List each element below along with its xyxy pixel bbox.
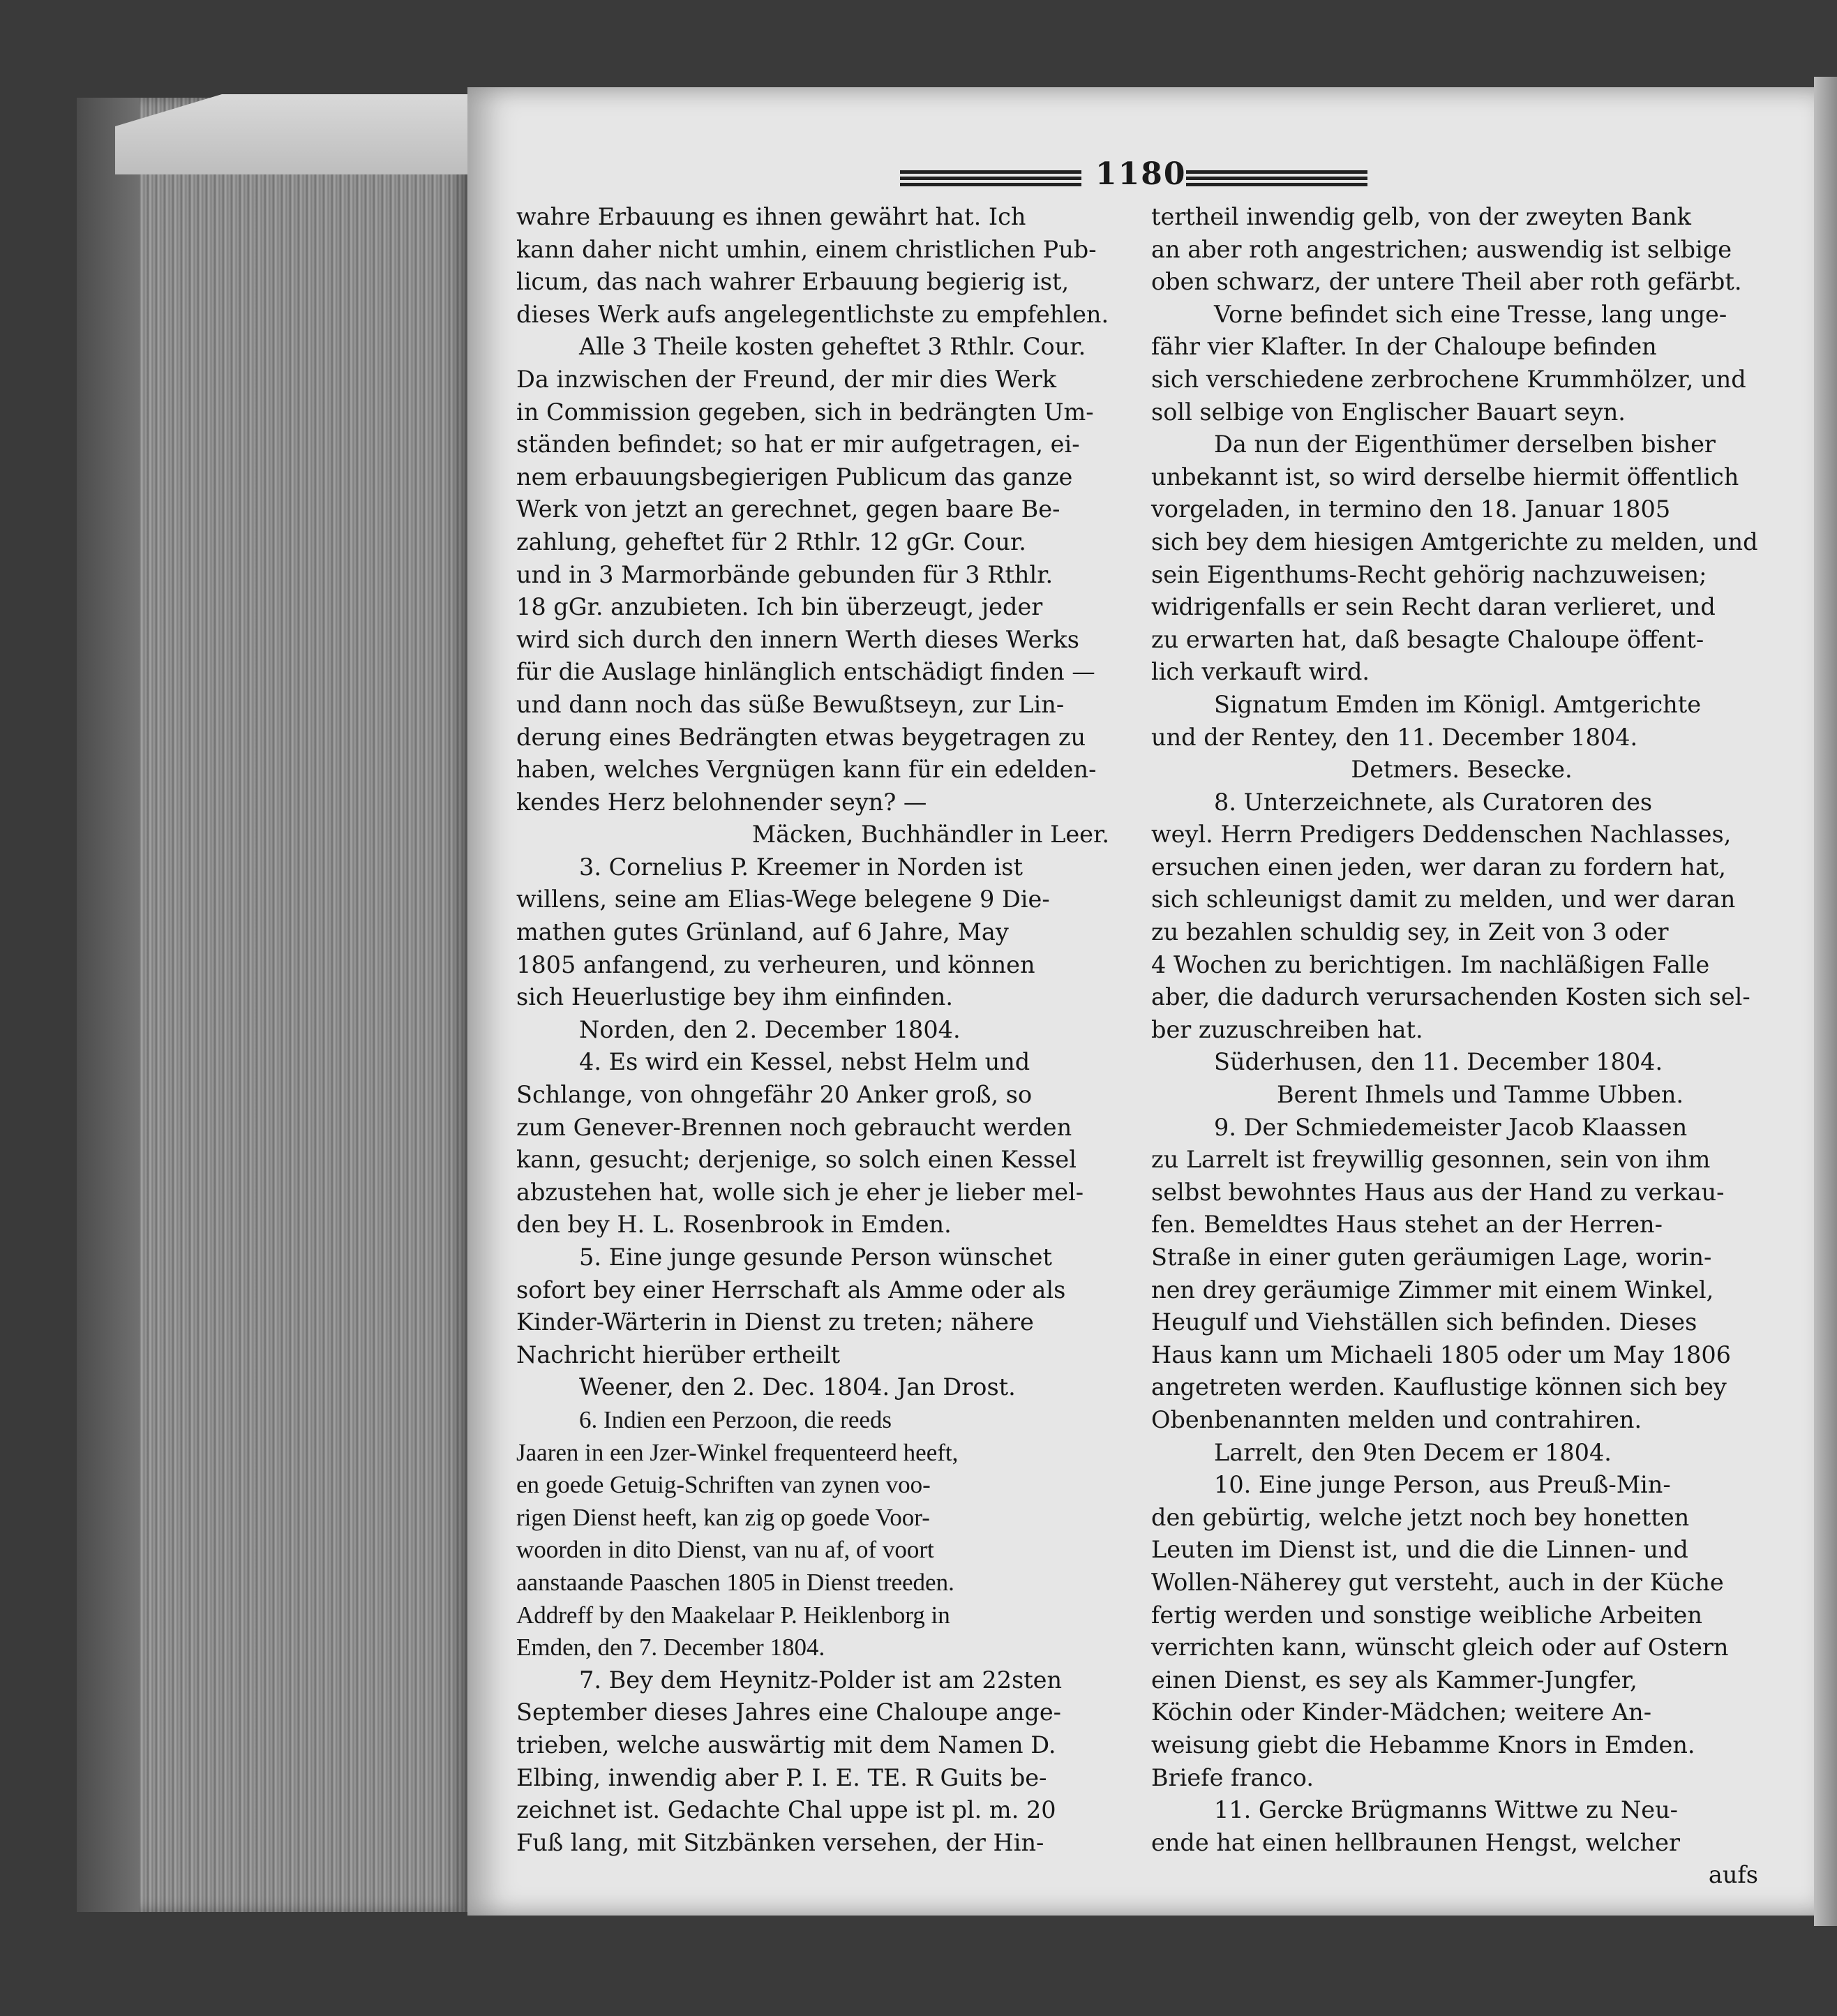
text-line: kann daher nicht umhin, einem christlichen Pub- [516, 235, 1097, 263]
text-line: ersuchen einen jeden, wer daran zu fordern hat, [1151, 853, 1726, 881]
text-line: weisung giebt die Hebamme Knors in Emden. [1151, 1731, 1695, 1759]
text-line: und in 3 Marmorbände gebunden für 3 Rthlr. [516, 560, 1054, 588]
text-line: 7. Bey dem Heynitz-Polder ist am 22sten [579, 1666, 1063, 1694]
text-line: fertig werden und sonstige weibliche Arbeiten [1151, 1601, 1702, 1629]
text-line: 4. Es wird ein Kessel, nebst Helm und [579, 1048, 1030, 1076]
text-line: Detmers. Besecke. [1351, 756, 1573, 784]
text-line: sich bey dem hiesigen Amtgerichte zu melden, und [1151, 528, 1758, 555]
text-line: Schlange, von ohngefähr 20 Anker groß, so [516, 1081, 1033, 1109]
text-line: fen. Bemeldtes Haus stehet an der Herren- [1151, 1211, 1663, 1239]
page-number: 1180 [1095, 156, 1187, 192]
text-line: Leuten im Dienst ist, und die die Linnen- und [1151, 1536, 1688, 1564]
text-line: zahlung, geheftet für 2 Rthlr. 12 gGr. Cour. [516, 528, 1026, 555]
text-line: Heugulf und Viehställen sich befinden. Dieses [1151, 1308, 1697, 1336]
text-line: an aber roth angestrichen; auswendig ist selbige [1151, 235, 1732, 263]
text-line: Norden, den 2. December 1804. [579, 1015, 961, 1043]
text-line: Nachricht hierüber ertheilt [516, 1341, 841, 1368]
text-line: trieben, welche auswärtig mit dem Namen D. [516, 1731, 1056, 1759]
text-line: zu bezahlen schuldig sey, in Zeit von 3 oder [1151, 918, 1669, 946]
text-line: kann, gesucht; derjenige, so solch einen Kessel [516, 1146, 1077, 1174]
text-line: angetreten werden. Kauflustige können sich bey [1151, 1373, 1727, 1401]
text-line: abzustehen hat, wolle sich je eher je lieber mel- [516, 1178, 1084, 1206]
text-line: Mäcken, Buchhändler in Leer. [751, 821, 1109, 849]
text-line: widrigenfalls er sein Recht daran verlieret, und [1151, 593, 1716, 621]
left-text-column [516, 201, 1123, 1859]
text-line: 9. Der Schmiedemeister Jacob Klaassen [1214, 1113, 1688, 1141]
text-line: Larrelt, den 9ten Decem er 1804. [1214, 1438, 1612, 1466]
text-line: Haus kann um Michaeli 1805 oder um May 1806 [1151, 1341, 1731, 1368]
text-line: aber, die dadurch verursachenden Kosten sich sel- [1151, 983, 1750, 1011]
text-line: sich Heuerlustige bey ihm einfinden. [516, 983, 953, 1011]
text-line: unbekannt ist, so wird derselbe hiermit öffentlich [1151, 463, 1739, 491]
text-line: für die Auslage hinlänglich entschädigt finden — [516, 658, 1095, 686]
text-line: 8. Unterzeichnete, als Curatoren des [1214, 788, 1653, 816]
text-line: mathen gutes Grünland, auf 6 Jahre, May [516, 918, 1009, 946]
text-line: und dann noch das süße Bewußtseyn, zur Lin- [516, 690, 1065, 718]
text-line: vorgeladen, in termino den 18. Januar 1805 [1151, 495, 1671, 523]
text-line: ber zuzuschreiben hat. [1151, 1015, 1423, 1043]
text-line: zu Larrelt ist freywillig gesonnen, sein von ihm [1151, 1146, 1711, 1174]
text-line: 5. Eine junge gesunde Person wünschet [579, 1244, 1052, 1271]
text-line: en goede Getuig-Schriften van zynen voo- [516, 1471, 931, 1499]
text-line: Da inzwischen der Freund, der mir dies Werk [516, 365, 1057, 393]
text-line: 18 gGr. anzubieten. Ich bin überzeugt, jeder [516, 593, 1043, 621]
text-line: willens, seine am Elias-Wege belegene 9 Die- [516, 886, 1050, 913]
text-line: Elbing, inwendig aber P. I. E. TE. R Guits be- [516, 1763, 1047, 1791]
text-line: verrichten kann, wünscht gleich oder auf Ostern [1151, 1634, 1729, 1662]
text-line: fähr vier Klafter. In der Chaloupe befinden [1151, 333, 1657, 361]
text-line: nem erbauungsbegierigen Publicum das ganze [516, 463, 1073, 491]
text-line: Wollen-Näherey gut versteht, auch in der Küche [1151, 1568, 1724, 1596]
text-line: oben schwarz, der untere Theil aber roth gefärbt. [1151, 268, 1742, 296]
text-line: nen drey geräumige Zimmer mit einem Winkel, [1151, 1276, 1714, 1304]
text-line: zum Genever-Brennen noch gebraucht werden [516, 1113, 1072, 1141]
text-line: 1805 anfangend, zu verheuren, und können [516, 950, 1035, 978]
text-line: woorden in dito Dienst, van nu af, of voort [516, 1536, 934, 1564]
text-line: einen Dienst, es sey als Kammer-Jungfer, [1151, 1666, 1637, 1694]
text-line: dieses Werk aufs angelegentlichste zu empfehlen. [516, 300, 1109, 328]
text-line: derung eines Bedrängten etwas beygetragen zu [516, 723, 1086, 751]
text-line: aufs [1708, 1861, 1758, 1889]
text-line: Obenbenannten melden und contrahiren. [1151, 1405, 1642, 1433]
text-line: Jaaren in een Jzer-Winkel frequenteerd heeft, [516, 1438, 959, 1466]
text-line: Fuß lang, mit Sitzbänken versehen, der Hin- [516, 1828, 1044, 1856]
text-line: Berent Ihmels und Tamme Ubben. [1277, 1081, 1684, 1109]
text-line: sich verschiedene zerbrochene Krummhölzer, und [1151, 365, 1746, 393]
text-line: den bey H. L. Rosenbrook in Emden. [516, 1211, 952, 1239]
text-line: ende hat einen hellbraunen Hengst, welcher [1151, 1828, 1681, 1856]
text-line: September dieses Jahres eine Chaloupe ange- [516, 1698, 1061, 1726]
text-line: 3. Cornelius P. Kreemer in Norden ist [579, 853, 1023, 881]
text-line: Briefe franco. [1151, 1763, 1314, 1791]
text-line: 10. Eine junge Person, aus Preuß-Min- [1214, 1471, 1671, 1499]
book-page-edges [77, 98, 467, 1912]
text-line: haben, welches Vergnügen kann für ein edelden- [516, 756, 1097, 784]
text-line: ständen befindet; so hat er mir aufgetragen, ei- [516, 431, 1080, 458]
text-line: Weener, den 2. Dec. 1804. Jan Drost. [579, 1373, 1016, 1401]
text-line: Addreff by den Maakelaar P. Heiklenborg in [516, 1601, 950, 1629]
text-line: 4 Wochen zu berichtigen. Im nachläßigen Falle [1151, 950, 1710, 978]
text-line: wahre Erbauung es ihnen gewährt hat. Ich [516, 203, 1026, 230]
text-line: zeichnet ist. Gedachte Chal uppe ist pl. m. 20 [516, 1796, 1056, 1824]
header-rule-left [900, 170, 1081, 187]
text-line: tertheil inwendig gelb, von der zweyten Bank [1151, 203, 1691, 230]
header-rule-right [1186, 170, 1367, 187]
text-line: wird sich durch den innern Werth dieses Werks [516, 625, 1079, 653]
text-line: sofort bey einer Herrschaft als Amme oder als [516, 1276, 1066, 1304]
text-line: Alle 3 Theile kosten geheftet 3 Rthlr. Cour. [579, 333, 1086, 361]
text-line: Vorne befindet sich eine Tresse, lang unge- [1214, 300, 1727, 328]
text-line: sein Eigenthums-Recht gehörig nachzuweisen; [1151, 560, 1707, 588]
facing-page-edge [1814, 77, 1837, 1926]
text-line: selbst bewohntes Haus aus der Hand zu verkau- [1151, 1178, 1725, 1206]
text-line: rigen Dienst heeft, kan zig op goede Voor- [516, 1503, 930, 1531]
text-line: Werk von jetzt an gerechnet, gegen baare Be- [516, 495, 1060, 523]
text-line: Süderhusen, den 11. December 1804. [1214, 1048, 1663, 1076]
text-line: sich schleunigst damit zu melden, und wer daran [1151, 886, 1736, 913]
text-line: soll selbige von Englischer Bauart seyn. [1151, 398, 1626, 426]
text-line: Signatum Emden im Königl. Amtgerichte [1214, 690, 1702, 718]
text-line: zu erwarten hat, daß besagte Chaloupe öffent- [1151, 625, 1704, 653]
page-header [893, 156, 1347, 200]
text-line: und der Rentey, den 11. December 1804. [1151, 723, 1638, 751]
text-line: Köchin oder Kinder-Mädchen; weitere An- [1151, 1698, 1652, 1726]
text-line: 6. Indien een Perzoon, die reeds [579, 1405, 892, 1433]
text-line: licum, das nach wahrer Erbauung begierig ist, [516, 268, 1070, 296]
text-line: lich verkauft wird. [1151, 658, 1370, 686]
text-line: kendes Herz belohnender seyn? — [516, 788, 927, 816]
text-line: aanstaande Paaschen 1805 in Dienst treeden. [516, 1568, 954, 1596]
text-line: 11. Gercke Brügmanns Wittwe zu Neu- [1214, 1796, 1678, 1824]
text-line: Kinder-Wärterin in Dienst zu treten; nähere [516, 1308, 1034, 1336]
right-text-column [1151, 201, 1772, 1892]
text-line: Emden, den 7. December 1804. [516, 1634, 825, 1662]
text-line: den gebürtig, welche jetzt noch bey honetten [1151, 1503, 1690, 1531]
text-line: in Commission gegeben, sich in bedrängten Um- [516, 398, 1094, 426]
text-line: Straße in einer guten geräumigen Lage, worin- [1151, 1244, 1712, 1271]
text-line: weyl. Herrn Predigers Deddenschen Nachlasses, [1151, 821, 1732, 849]
text-line: Da nun der Eigenthümer derselben bisher [1214, 431, 1716, 458]
